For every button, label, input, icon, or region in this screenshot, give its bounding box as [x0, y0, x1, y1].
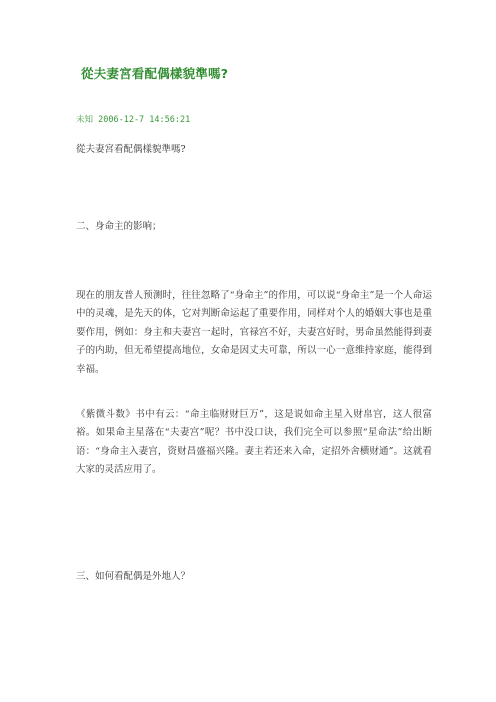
section-heading-2: 二、身命主的影响； — [76, 221, 162, 232]
article-title: 從夫妻宮看配偶樣貌準嗎? — [81, 66, 229, 81]
article-subtitle: 從夫妻宮看配偶樣貌準嗎? — [76, 144, 186, 155]
section-heading-3: 三、如何看配偶是外地人？ — [76, 571, 191, 582]
paragraph-1: 现在的朋友普人预测时，往往忽略了“身命主”的作用，可以说“身命主”是一个人命运中的灵魂，是先天的体，它对判断命运起了重要作用，同样对个人的婚姻大事也是重要作用，例如：身主和夫妻宫一起时，官禄宫不好，夫妻宫好时，男命虽然能得到妻子的内助，但无希望提高地位，女命是因丈夫可靠，所以一心一意维持家庭，能得到幸福。 — [76, 290, 432, 375]
paragraph-2: 《紫微斗数》书中有云：“命主临财财巨万”，这是说如命主星入财帛宫，这人很富裕。如果命主星落在“夫妻宫”呢？书中没口诀，我们完全可以参照“星命法”给出断语：“身命主入妻宫，资财昌盛福兴隆。妻主若还来入命，定招外舍横财通”。这就看大家的灵活应用了。 — [76, 409, 432, 476]
article-meta: 未知 2006-12-7 14:56:21 — [76, 115, 191, 125]
